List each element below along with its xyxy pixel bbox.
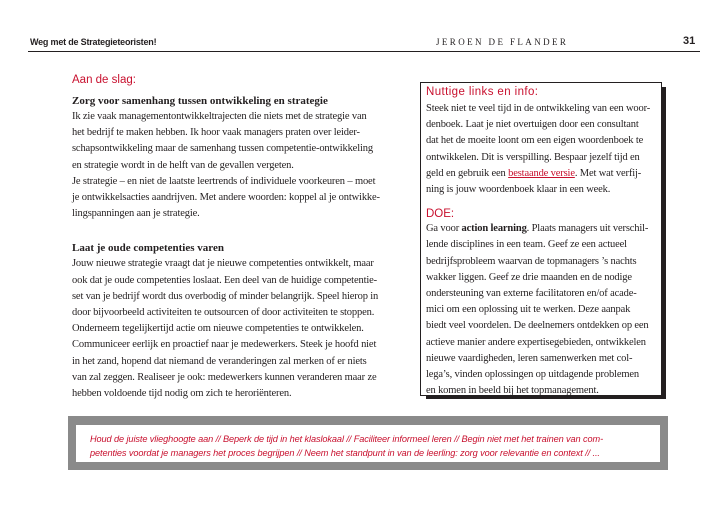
body-line: het bedrijf te maken hebben. Ik hoor vaak managers praten over leider-: [72, 127, 360, 139]
body-line: in het zand, hopend dat niemand de veranderingen zal merken of er niets: [72, 355, 367, 367]
body-line: door bijvoorbeeld activiteiten te outsourcen of door activiteiten te stoppen.: [72, 307, 375, 319]
banner-line: petenties voordat je managers het proces begrijpen // Neem het standpunt in van de leerling: zorg voor relevantie en context // ...: [90, 448, 600, 458]
bestaande-versie-link[interactable]: bestaande versie: [508, 167, 575, 179]
body-line: lingspanningen aan je strategie.: [72, 208, 200, 220]
kicker-heading: Aan de slag:: [72, 74, 136, 86]
action-learning-term: action learning: [461, 223, 527, 235]
sidebar-box-shadow: [662, 87, 666, 399]
sidebar-line: denboek. Laat je niet overtuigen door een consultant: [426, 119, 639, 131]
body-line: schapsontwikkeling maar de samenhang tussen competentie-ontwikkeling: [72, 143, 373, 155]
sidebar-line: nieuwe vaardigheden, leren samenwerken met col-: [426, 352, 633, 364]
sidebar-line: Steek niet te veel tijd in de ontwikkeling van een woor-: [426, 103, 651, 114]
page-number: 31: [683, 35, 696, 47]
sidebar-content: [426, 86, 662, 399]
sidebar-line: en komen in beeld bij het topmanagement.: [426, 385, 599, 397]
body-line: je ontwikkelsacties aandrijven. Met andere woorden: koppel al je ontwikke-: [72, 192, 380, 204]
running-header-title: Weg met de Strategieteoristen!: [30, 37, 157, 47]
sidebar-text: . Plaats managers uit verschil-: [526, 223, 649, 235]
sidebar-line: bedrijfsprobleem waarvan de topmanagers ’s nachts: [426, 255, 637, 267]
sidebar-line: biedt veel voordelen. De deelnemers ontdekken op een: [426, 320, 649, 332]
section-title-samenhang: Zorg voor samenhang tussen ontwikkeling en strategie: [72, 95, 328, 107]
header-rule: [28, 51, 700, 52]
sidebar-line: [426, 166, 662, 182]
main-column: [72, 74, 400, 402]
summary-banner-text: [90, 432, 660, 460]
sidebar-line: [426, 221, 662, 237]
sidebar-line: mici om een oplossing uit te werken. Deze aanpak: [426, 304, 631, 316]
body-line: en strategie wordt in de helft van de gevallen vergeten.: [72, 159, 294, 171]
sidebar-line: lega’s, vinden oplossingen op uitdagende problemen: [426, 369, 639, 381]
sidebar-line: ning is jouw woordenboek klaar in een week.: [426, 184, 611, 196]
body-line: Ik zie vaak managementontwikkeltrajecten die niets met de strategie van: [72, 111, 367, 122]
body-line: ook dat je oude competenties loslaat. Een deel van de huidige competentie-: [72, 274, 377, 286]
body-line: set van je bedrijf wordt dus overbodig of minder belangrijk. Speel hierop in: [72, 290, 379, 302]
sidebar-line: wakker liggen. Geef ze drie maanden en de nodige: [426, 271, 632, 283]
sidebar-title: Nuttige links en info:: [426, 86, 539, 98]
sidebar-line: ontwikkelen. Dit is verspilling. Bespaar jezelf tijd en: [426, 151, 640, 163]
sidebar-text: Ga voor: [426, 223, 462, 235]
sidebar-line: dat het de moeite loont om een eigen woordenboek te: [426, 135, 644, 147]
sidebar-text: geld en gebruik een: [426, 167, 509, 179]
sidebar-line: ondersteuning van externe facilitatoren en/of acade-: [426, 288, 637, 300]
section-body-competenties: [72, 256, 400, 402]
banner-line: Houd de juiste vlieghoogte aan // Beperk de tijd in het klaslokaal // Faciliteer informeel leren // Begin niet met het trainen van com-: [90, 434, 604, 444]
sidebar-text: . Met wat verfij-: [574, 167, 642, 179]
section-title-competenties: Laat je oude competenties varen: [72, 242, 224, 255]
body-line: Je strategie – en niet de laatste leertrends of individuele voorkeuren – moet: [72, 175, 376, 187]
sidebar-line: lende disciplines in een team. Geef ze een actueel: [426, 239, 627, 251]
section-body-samenhang: [72, 109, 400, 222]
body-line: van zal zeggen. Realiseer je ook: medewerkers kunnen veranderen maar ze: [72, 371, 377, 383]
body-line: hebben voldoende tijd nodig om zich te heroriënteren.: [72, 388, 292, 400]
body-line: Jouw nieuwe strategie vraagt dat je nieuwe competenties ontwikkelt, maar: [72, 258, 374, 270]
body-line: Onderneem tegelijkertijd actie om nieuwe competenties te ontwikkelen.: [72, 323, 364, 335]
running-header-author: JEROEN DE FLANDER: [436, 37, 569, 47]
body-line: Communiceer eerlijk en proactief naar je medewerkers. Steek je hoofd niet: [72, 339, 377, 351]
sidebar-line: actieve manier andere expertisegebieden, ontwikkelen: [426, 336, 646, 348]
doe-heading: DOE:: [426, 208, 455, 221]
